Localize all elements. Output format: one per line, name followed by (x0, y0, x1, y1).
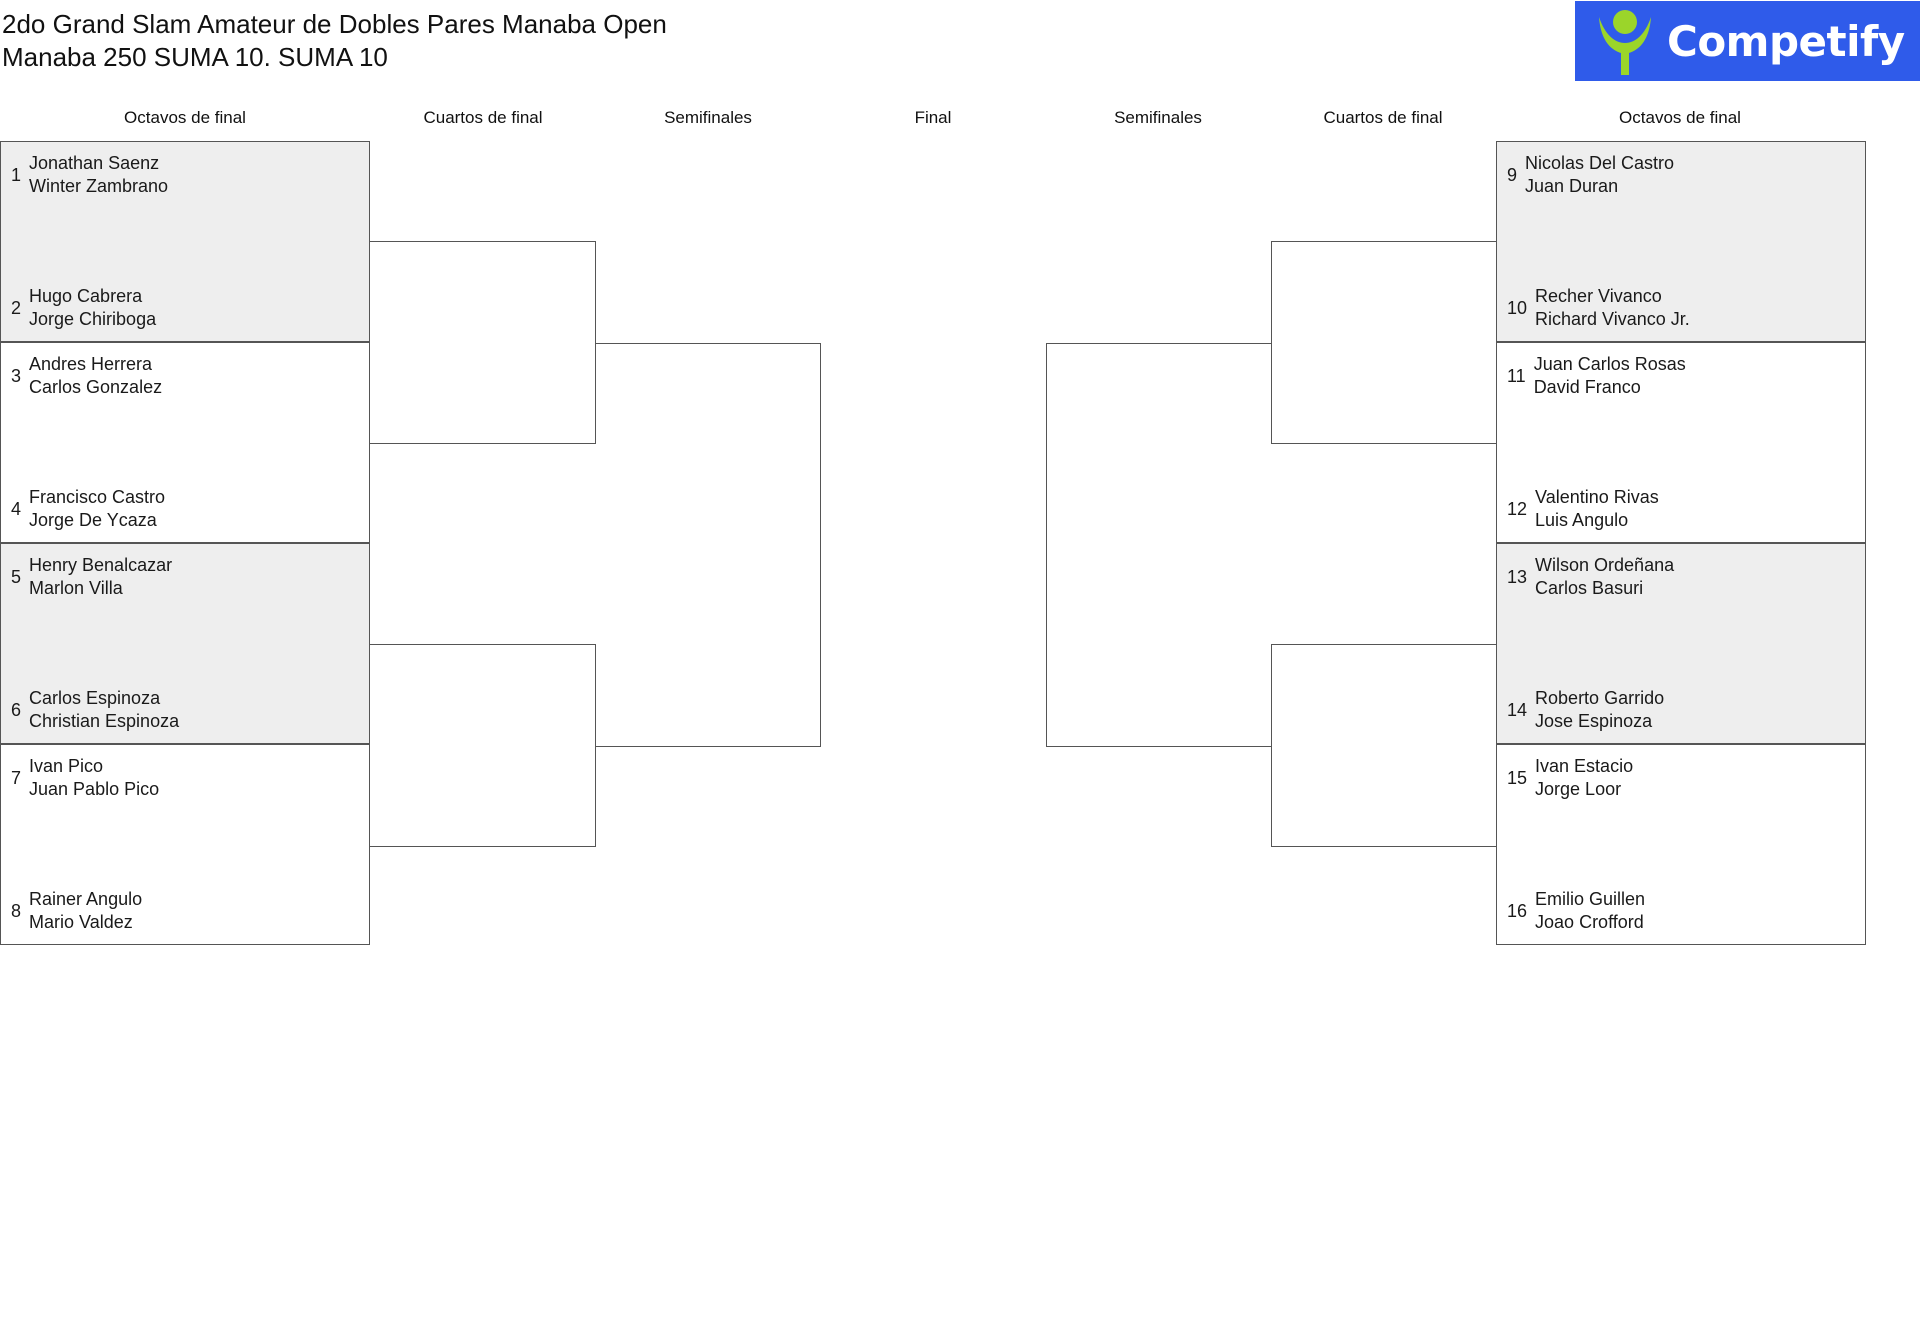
round-label-final: Final (914, 108, 952, 127)
seed-number: 16 (1507, 900, 1528, 921)
player-name: Francisco Castro (29, 487, 166, 507)
player-name: Luis Angulo (1535, 510, 1629, 530)
seed-number: 8 (11, 900, 22, 921)
team-entry (1497, 755, 1633, 801)
player-name: Valentino Rivas (1535, 487, 1659, 507)
team-entry (1497, 152, 1674, 198)
person-logo-icon (1595, 5, 1655, 77)
seed-number: 13 (1507, 566, 1528, 587)
player-name: Mario Valdez (29, 912, 133, 932)
seed-number: 15 (1507, 767, 1528, 788)
match-box[interactable] (1496, 543, 1866, 744)
team-entry (1, 687, 179, 733)
player-name: Henry Benalcazar (29, 555, 173, 575)
match-box[interactable] (1496, 744, 1866, 945)
match-box[interactable] (0, 744, 370, 945)
seed-number: 14 (1507, 699, 1528, 720)
round-label-left-sf: Semifinales (664, 108, 752, 127)
player-name: Jorge De Ycaza (29, 510, 157, 530)
team-entry (1497, 353, 1686, 399)
title-line-1: 2do Grand Slam Amateur de Dobles Pares Manaba Open (2, 9, 667, 39)
team-entry (1, 554, 172, 600)
player-name: Jorge Chiriboga (29, 309, 157, 329)
match-box[interactable] (0, 141, 370, 342)
player-name: Jose Espinoza (1535, 711, 1653, 731)
player-name: Marlon Villa (29, 578, 123, 598)
player-name: Ivan Pico (29, 756, 104, 776)
player-name: Andres Herrera (29, 354, 153, 374)
team-entry (1, 285, 156, 331)
team-entry (1, 755, 159, 801)
seed-number: 7 (11, 767, 22, 788)
seed-number: 1 (11, 164, 22, 185)
team-entry (1497, 554, 1674, 600)
round-label-right-qf: Cuartos de final (1323, 108, 1443, 127)
player-name: Carlos Gonzalez (29, 377, 163, 397)
seed-number: 12 (1507, 498, 1528, 519)
seed-number: 2 (11, 297, 22, 318)
player-name: Ivan Estacio (1535, 756, 1634, 776)
player-name: Christian Espinoza (29, 711, 180, 731)
player-name: Richard Vivanco Jr. (1535, 309, 1690, 329)
player-name: Recher Vivanco (1535, 286, 1662, 306)
team-entry (1, 152, 168, 198)
player-name: Hugo Cabrera (29, 286, 143, 306)
seed-number: 5 (11, 566, 22, 587)
tournament-title (2, 8, 667, 74)
match-box[interactable] (0, 342, 370, 543)
round-label-left-r16: Octavos de final (124, 108, 246, 127)
bracket-connector (370, 241, 596, 444)
player-name: Roberto Garrido (1535, 688, 1665, 708)
bracket-connector (370, 644, 596, 847)
match-box[interactable] (0, 543, 370, 744)
round-label-right-sf: Semifinales (1114, 108, 1202, 127)
match-box[interactable] (1496, 342, 1866, 543)
competify-logo (1575, 1, 1920, 81)
seed-number: 6 (11, 699, 22, 720)
round-label-left-qf: Cuartos de final (423, 108, 543, 127)
player-name: Carlos Basuri (1535, 578, 1644, 598)
bracket-connector (1271, 644, 1497, 847)
team-entry (1, 486, 165, 532)
player-name: Juan Carlos Rosas (1533, 354, 1686, 374)
player-name: Emilio Guillen (1535, 889, 1646, 909)
team-entry (1497, 687, 1664, 733)
title-line-2: Manaba 250 SUMA 10. SUMA 10 (2, 42, 388, 72)
player-name: Rainer Angulo (29, 889, 143, 909)
player-name: Jorge Loor (1535, 779, 1622, 799)
team-entry (1497, 285, 1690, 331)
seed-number: 11 (1507, 365, 1526, 386)
player-name: Juan Pablo Pico (29, 779, 160, 799)
match-box[interactable] (1496, 141, 1866, 342)
logo-text: Competify (1667, 16, 1905, 66)
bracket-connector (1046, 343, 1272, 747)
seed-number: 10 (1507, 297, 1528, 318)
player-name: Jonathan Saenz (29, 153, 160, 173)
team-entry (1497, 486, 1659, 532)
bracket-connector (1271, 241, 1497, 444)
player-name: David Franco (1533, 377, 1641, 397)
player-name: Juan Duran (1525, 176, 1619, 196)
player-name: Nicolas Del Castro (1525, 153, 1675, 173)
player-name: Carlos Espinoza (29, 688, 161, 708)
team-entry (1, 888, 142, 934)
seed-number: 3 (11, 365, 22, 386)
seed-number: 9 (1507, 164, 1518, 185)
player-name: Joao Crofford (1535, 912, 1644, 932)
player-name: Winter Zambrano (29, 176, 169, 196)
bracket-connector (596, 343, 821, 747)
round-label-right-r16: Octavos de final (1619, 108, 1741, 127)
team-entry (1497, 888, 1645, 934)
team-entry (1, 353, 162, 399)
seed-number: 4 (11, 498, 22, 519)
player-name: Wilson Ordeñana (1535, 555, 1675, 575)
